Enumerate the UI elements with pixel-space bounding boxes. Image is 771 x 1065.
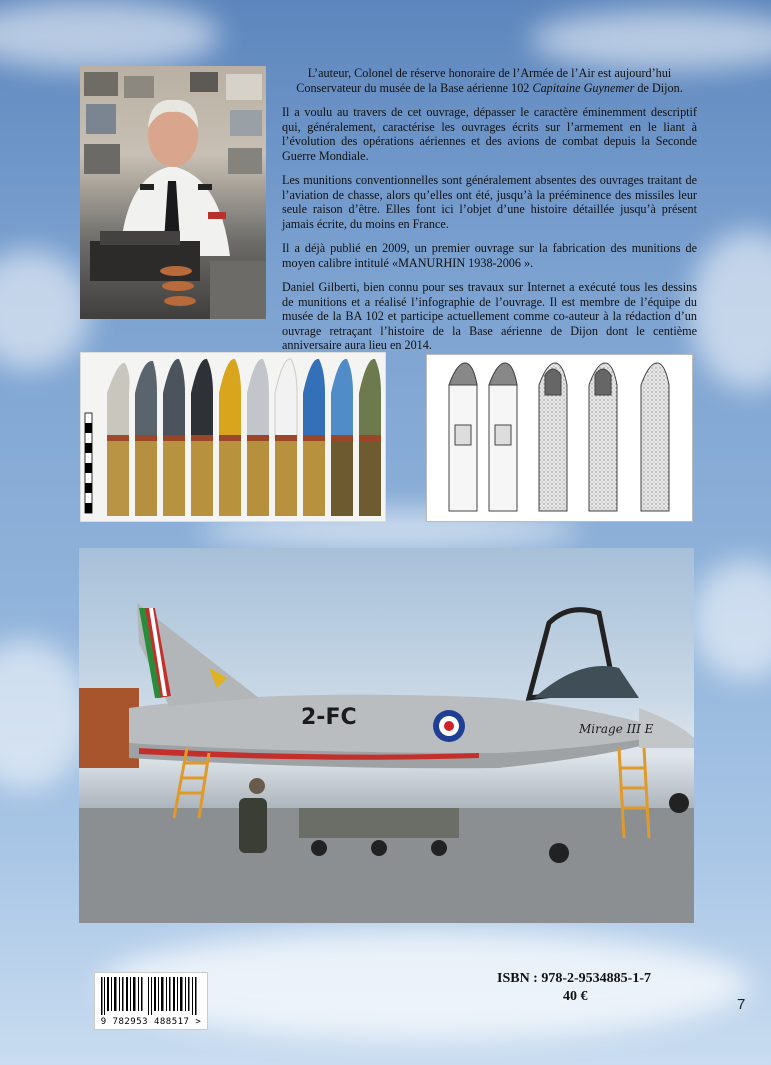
aircraft-name: Mirage III E	[579, 722, 654, 736]
page-number: 7	[737, 996, 746, 1013]
aircraft-code: 2-FC	[301, 705, 357, 730]
cloud	[690, 560, 771, 680]
isbn: ISBN : 978-2-9534885-1-7	[497, 971, 651, 986]
cloud	[0, 0, 220, 70]
scale-ruler	[85, 413, 92, 513]
intro-text	[282, 66, 697, 363]
cloud	[690, 230, 771, 390]
barcode	[94, 972, 208, 1030]
ammunition-diagram	[426, 354, 693, 522]
roundel	[433, 710, 465, 742]
ammunition-photo	[80, 352, 386, 522]
intro-paragraph-5: Daniel Gilberti, bien connu pour ses travaux sur Internet a exécuté tous les dessins de munitions et a réalisé l’infographie de l’ouvrage. Il est membre de l’équipe du musée de la BA 102 et participe actuellement comme co-auteur à la rédaction d’un ouvrage retraçant l’histoire de la Base aérienne de Dijon dont le centième anniversaire aura lieu en 2014.	[282, 280, 697, 352]
intro-paragraph-3: Les munitions conventionnelles sont généralement absentes des ouvrages traitant de l’aviation de chasse, alors qu’elles ont été, jusqu’à la prééminence des missiles leur seule raison d’être. Elles font ici l’objet d’une histoire détaillée jusqu’à présent jamais écrite, du moins en France.	[282, 173, 697, 231]
cloud	[0, 250, 90, 370]
intro-paragraph-1: L’auteur, Colonel de réserve honoraire de l’Armée de l’Air est aujourd’hui Conservateur du musée de la Base aérienne 102 Capitaine Guynemer de Dijon.	[296, 66, 683, 95]
price: 40 €	[563, 989, 588, 1004]
mirage-jet-photo	[79, 548, 694, 923]
cloud	[0, 640, 90, 790]
intro-paragraph-2: Il a voulu au travers de cet ouvrage, dépasser le caractère éminemment descriptif qui, généralement, caractérise les ouvrages écrits sur l’armement en le liant à l’évolution des opérations aériennes et des avions de combat depuis la Seconde Guerre Mondiale.	[282, 105, 697, 163]
cloud	[530, 10, 771, 70]
author-photo	[80, 66, 266, 319]
intro-paragraph-4: Il a déjà publié en 2009, un premier ouvrage sur la fabrication des munitions de moyen calibre intitulé «MANURHIN 1938-2006 ».	[282, 241, 697, 270]
barcode-digits: 9 782953 488517 >	[100, 1017, 202, 1027]
